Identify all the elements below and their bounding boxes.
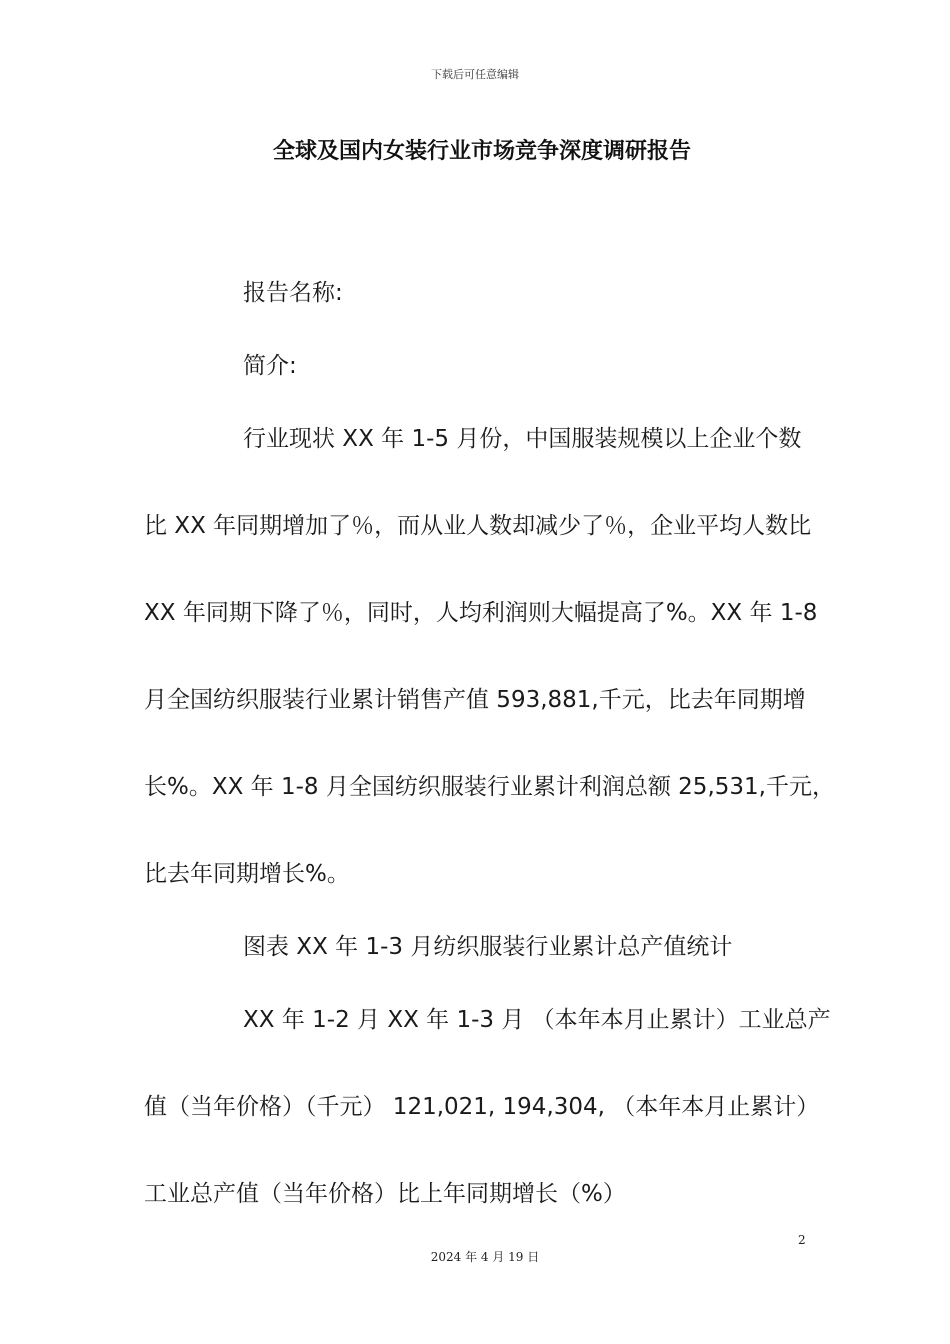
document-title: 全球及国内女装行业市场竞争深度调研报告 <box>272 139 691 164</box>
page-footer-date: 2024 年 4 月 19 日 <box>430 1250 540 1264</box>
paragraph-line: 值（当年价格）（千元） 121,021, 194,304, （本年本月止累计） <box>144 1094 820 1120</box>
report-name-label: 报告名称: <box>243 280 343 306</box>
paragraph-line: 比去年同期增长%。 <box>144 861 350 887</box>
paragraph-line: XX 年 1-2 月 XX 年 1-3 月 （本年本月止累计）工业总产 <box>243 1007 831 1033</box>
paragraph-line: 行业现状 XX 年 1-5 月份，中国服装规模以上企业个数 <box>243 426 802 452</box>
paragraph-line: 月全国纺织服装行业累计销售产值 593,881,千元，比去年同期增 <box>144 687 806 713</box>
page-header: 下载后可任意编辑 <box>431 68 519 81</box>
paragraph-line: 长%。XX 年 1-8 月全国纺织服装行业累计利润总额 25,531,千元， <box>144 774 835 800</box>
intro-label: 简介: <box>243 353 297 379</box>
paragraph-line: 比 XX 年同期增加了％，而从业人数却减少了％，企业平均人数比 <box>144 513 812 539</box>
chart-caption: 图表 XX 年 1-3 月纺织服装行业累计总产值统计 <box>243 934 733 960</box>
paragraph-line: XX 年同期下降了％，同时，人均利润则大幅提高了%。XX 年 1-8 <box>144 600 818 626</box>
page-number: 2 <box>798 1233 806 1247</box>
paragraph-line: 工业总产值（当年价格）比上年同期增长（%） <box>144 1181 626 1207</box>
